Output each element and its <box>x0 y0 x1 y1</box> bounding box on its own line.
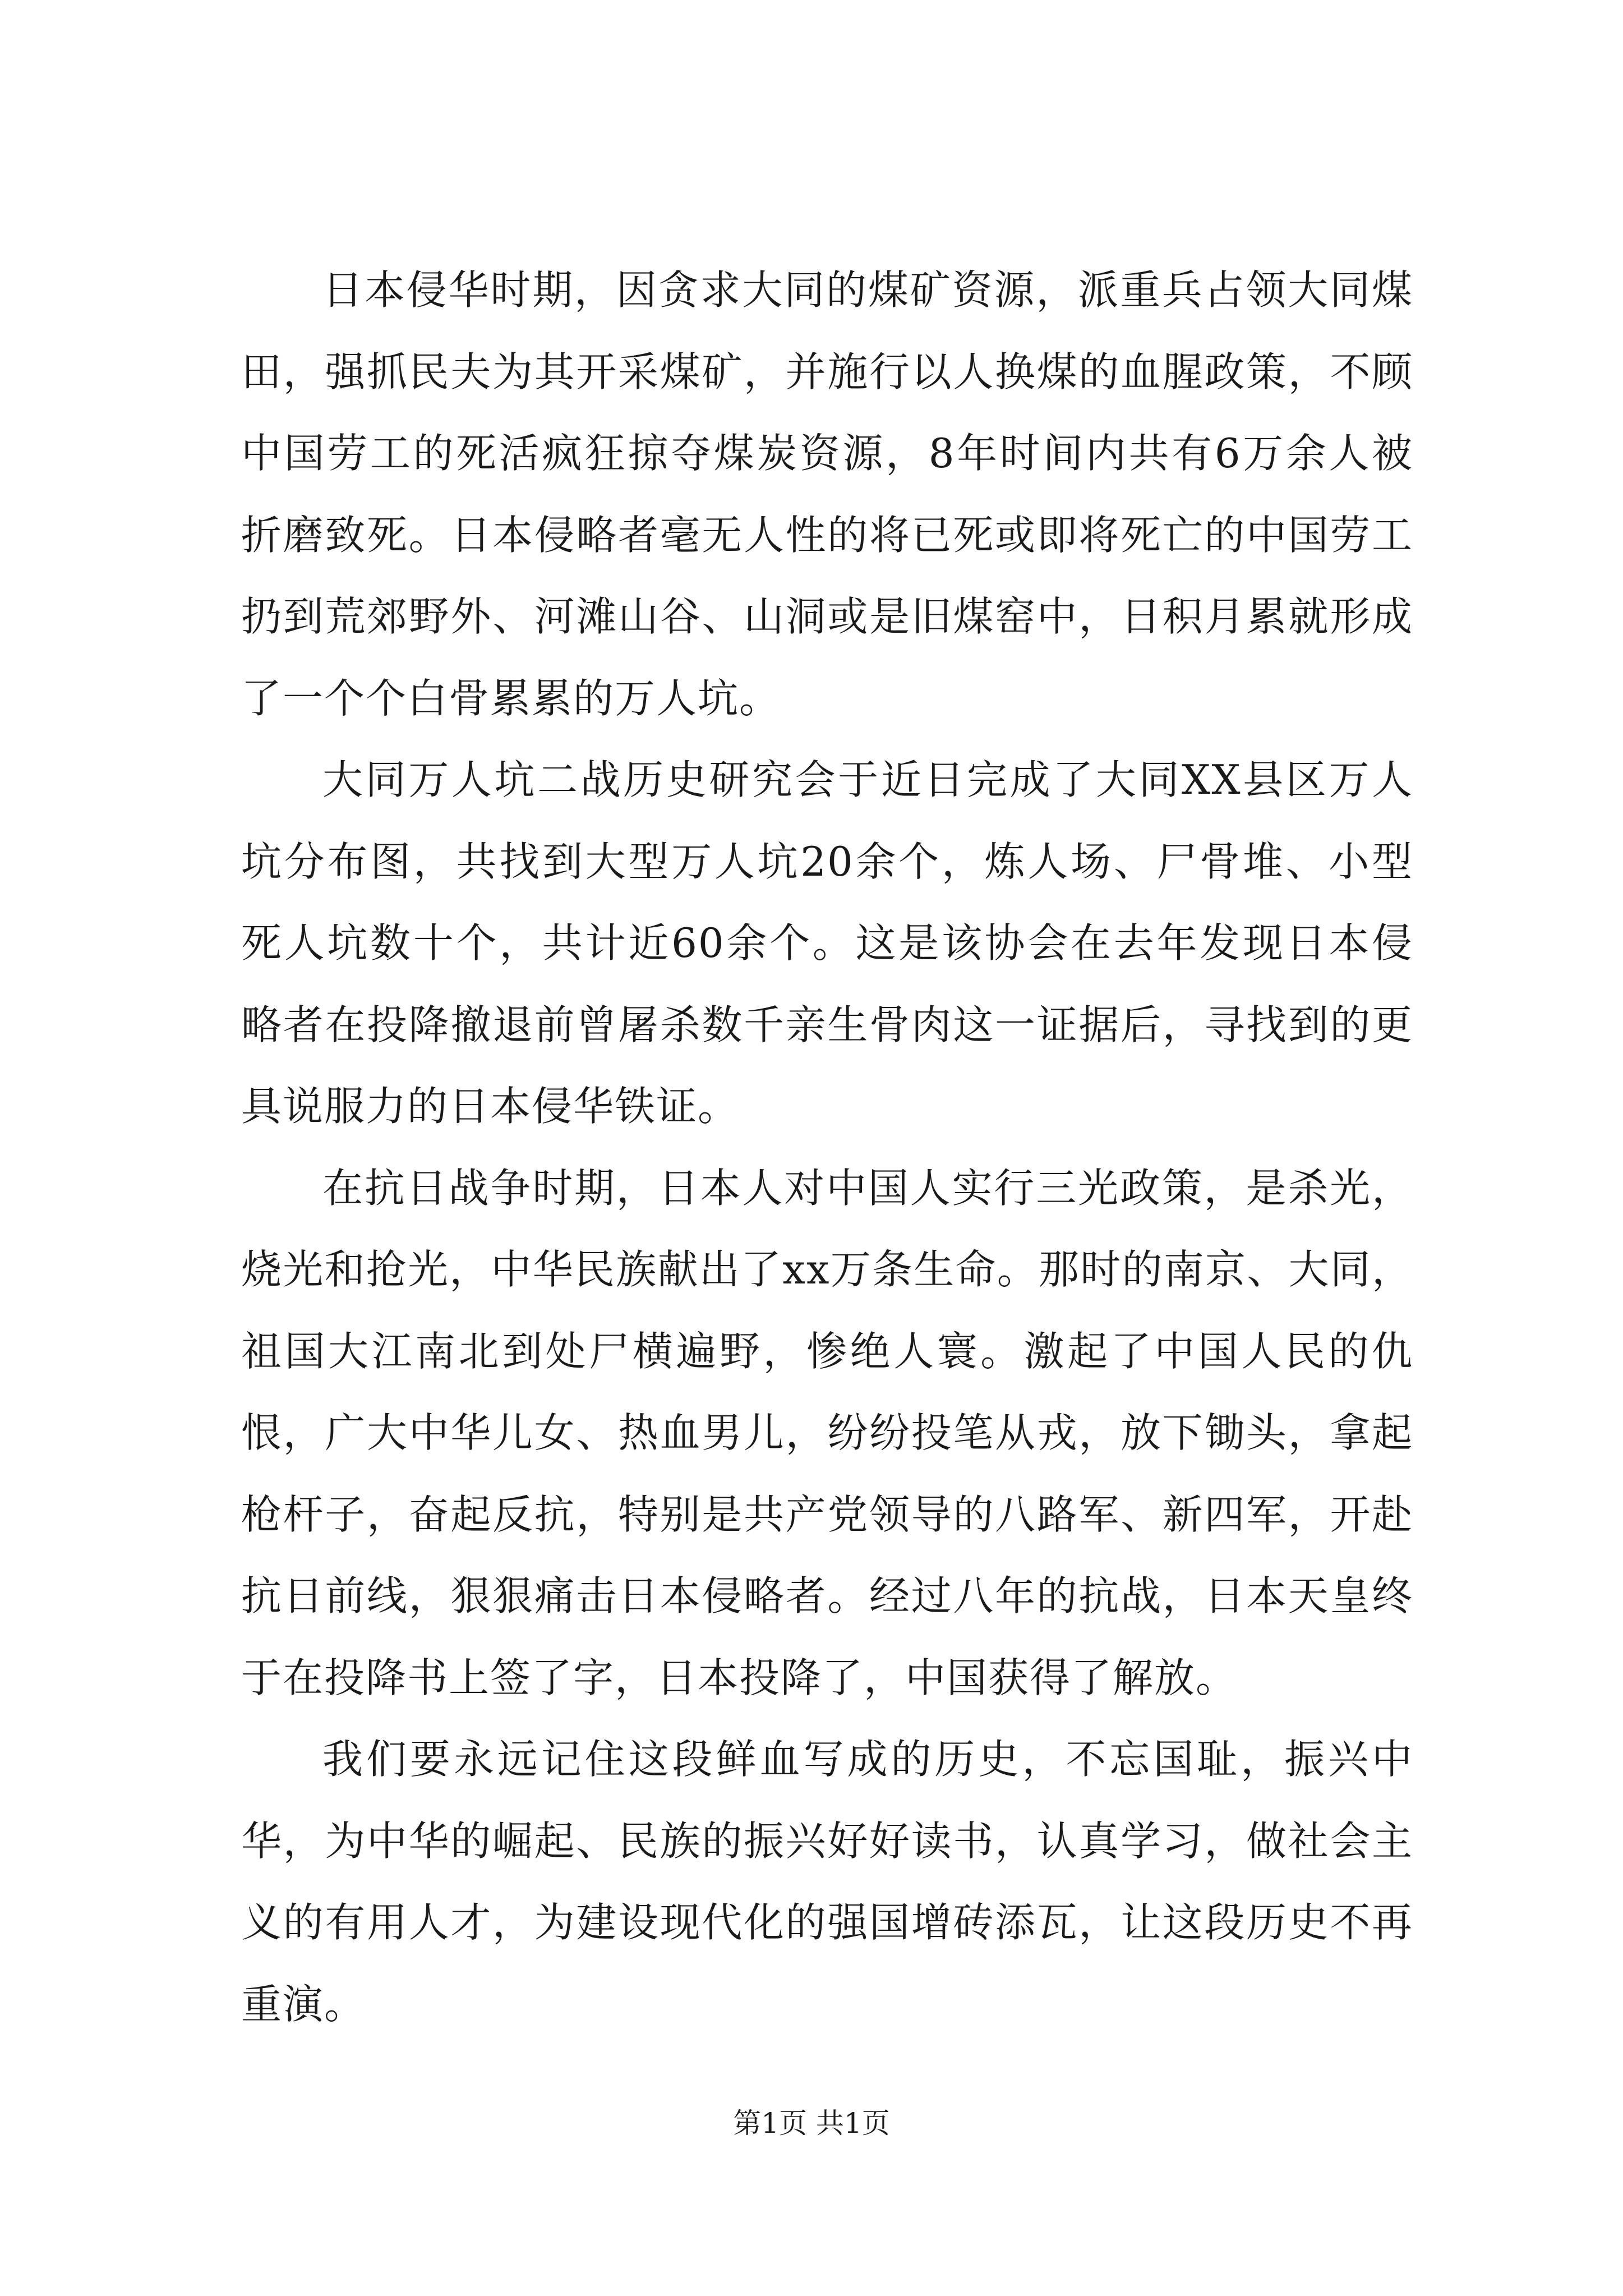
paragraph-2: 大同万人坑二战历史研究会于近日完成了大同XX县区万人坑分布图，共找到大型万人坑20余个，炼人场、尸骨堆、小型死人坑数十个，共计近60余个。这是该协会在去年发现日本侵略者在投降撤退前曾屠杀数千亲生骨肉这一证据后，寻找到的更具说服力的日本侵华铁证。 <box>241 756 1413 1130</box>
page-footer: 第1页 共1页 <box>733 2107 890 2139</box>
document-body <box>241 250 1413 2045</box>
paragraph-4: 我们要永远记住这段鲜血写成的历史，不忘国耻，振兴中华，为中华的崛起、民族的振兴好好读书，认真学习，做社会主义的有用人才，为建设现代化的强国增砖添瓦，让这段历史不再重演。 <box>241 1736 1413 2028</box>
paragraph-1: 日本侵华时期，因贪求大同的煤矿资源，派重兵占领大同煤田，强抓民夫为其开采煤矿，并施行以人换煤的血腥政策，不顾中国劳工的死活疯狂掠夺煤炭资源，8年时间内共有6万余人被折磨致死。日本侵略者毫无人性的将已死或即将死亡的中国劳工扔到荒郊野外、河滩山谷、山洞或是旧煤窑中，日积月累就形成了一个个白骨累累的万人坑。 <box>241 266 1413 722</box>
paragraph-3: 在抗日战争时期，日本人对中国人实行三光政策，是杀光，烧光和抢光，中华民族献出了xx万条生命。那时的南京、大同，祖国大江南北到处尸横遍野，惨绝人寰。激起了中国人民的仇恨，广大中华儿女、热血男儿，纷纷投笔从戎，放下锄头，拿起枪杆子，奋起反抗，特别是共产党领导的八路军、新四军，开赴抗日前线，狠狠痛击日本侵略者。经过八年的抗战，日本天皇终于在投降书上签了字，日本投降了，中国获得了解放。 <box>241 1164 1413 1701</box>
